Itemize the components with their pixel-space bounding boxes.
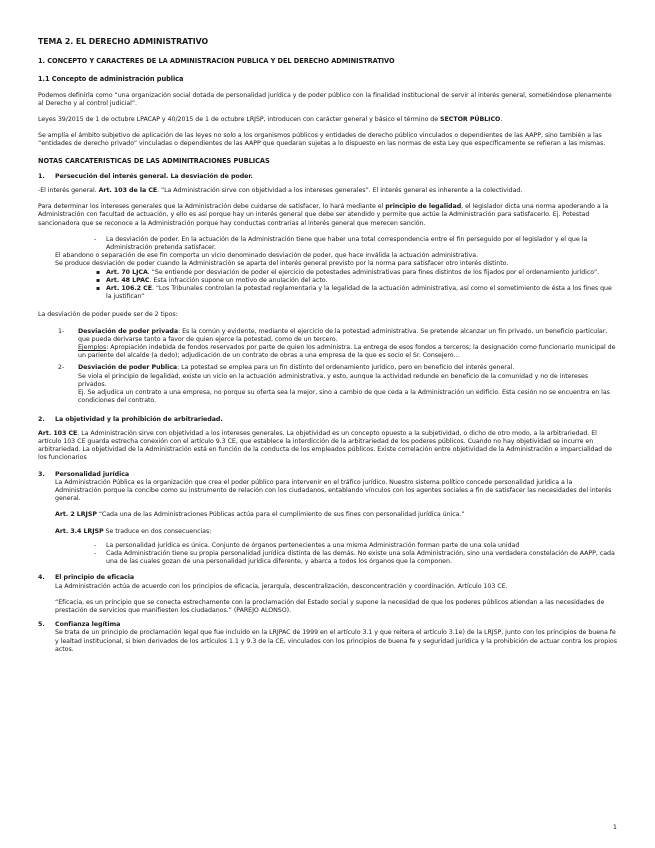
bold-text: Desviación de poder Publica xyxy=(78,364,178,372)
doc-title: TEMA 2. EL DERECHO ADMINISTRATIVO xyxy=(38,37,209,46)
bold-text: Art. 2 LRJSP xyxy=(55,511,97,519)
dash-text: La personalidad jurídica es única. Conjunto de órganos pertenecientes a una misma Administración forman parte de una sola unidad xyxy=(106,541,520,549)
tipos-intro: La desviación de poder puede ser de 2 tipos: xyxy=(38,311,178,319)
subsection-heading-1-1: 1.1 Concepto de administración publica xyxy=(38,75,184,84)
section-1-heading: Persecución del interés general. La desviación de poder. xyxy=(55,172,253,180)
section-number: 4. xyxy=(38,574,45,582)
bold-text: Art. 106.2 CE xyxy=(106,285,152,293)
text: . Esta infracción supone un motivo de anulación del acto. xyxy=(149,276,328,284)
tipo-example: Ej. Se adjudica un contrato a una empresa, no porque su oferta sea la mejor, sino a cambio de que ceda a la Administración un edificio. Esta cesión no se encuentra en las condiciones del contrato. xyxy=(78,389,610,405)
section-3-text: La Administración Pública es la organización que crea el poder público para intervenir en el tráfico jurídico. Nuestro sistema político concede personalidad jurídica a la Administración porque la concibe como su instrumento de relación con los ciudadanos, entablando vínculos con los agentes sociales a fin de satisfacer las necesidades del interés general. xyxy=(55,478,612,503)
bold-text: Art. 3.4 LRJSP xyxy=(55,527,104,535)
bullet-item xyxy=(38,277,618,285)
section-number: 5. xyxy=(38,621,45,629)
text: -El interés general. xyxy=(38,187,99,195)
section-heading-1: 1. CONCEPTO Y CARACTERES DE LA ADMINISTRACION PUBLICA Y DEL DERECHO ADMINISTRATIVO xyxy=(38,57,395,66)
notas-heading: NOTAS CARCATERISTICAS DE LAS ADMINITRACIONES PUBLICAS xyxy=(38,156,270,165)
section-4-heading: El principio de eficacia xyxy=(55,574,135,582)
section-3-art2 xyxy=(55,511,618,519)
bullet-text xyxy=(106,277,618,285)
section-number: 1. xyxy=(38,172,45,180)
paragraph-ambito: Se amplía el ámbito subjetivo de aplicación de las leyes no solo a los organismos públicos y entidades de derecho público vinculados o dependientes de las AAPP, sino también a las “entidades de derecho privado” vinculadas o dependientes de las AAPP que quedaran sujetas a lo dispuesto en las normas de esta Ley que específicamente se refieran a las mismas. xyxy=(38,132,606,148)
section-4-quote: “Eficacia, es un principio que se conecta estrechamente con la proclamación del Estado social y supone la necesidad de que los poderes públicos atiendan a las necesidades de prestación de servicios que manifiesten los ciudadanos.” (PAREJO ALONSO). xyxy=(55,598,605,614)
text: Leyes 39/2015 de 1 de octubre LPACAP y 40/2015 de 1 de octubre LRJSP, introducen con carácter general y básico el término de xyxy=(38,116,441,124)
paragraph-legalidad xyxy=(38,203,618,228)
bullet-text xyxy=(106,269,618,277)
text: . “Los Tribunales controlan la potestad reglamentaria y la legalidad de la actuación administrativa, así como el sometimiento de ésta a los fines que la justifican” xyxy=(106,285,612,301)
section-4 xyxy=(38,574,618,615)
section-2 xyxy=(38,416,618,424)
section-4-text: La Administración actúa de acuerdo con los principios de eficacia, jerarquía, descentralización, desconcentración y coordinación. Artículo 103 CE. xyxy=(55,582,508,590)
bold-text: Art. 103 CE xyxy=(38,429,78,437)
text: : La potestad se emplea para un fin distinto del ordenamiento jurídico, pero en beneficio del interés general. xyxy=(177,364,515,372)
page-number: 1 xyxy=(612,823,617,831)
tipo-marker: 2- xyxy=(58,364,65,372)
document-page xyxy=(38,38,618,660)
bold-text: Art. 48 LPAC xyxy=(106,276,150,284)
bold-text: Art. 70 LJCA xyxy=(106,268,148,276)
paragraph-interes-general xyxy=(38,187,618,195)
section-3-heading: Personalidad jurídica xyxy=(55,470,130,478)
text: , el legislador dicta una norma apoderando a la Administración con facultad de actuación, y ello es así porque hay un interés general que debe ser atendido y permite que actúe la Administración para satisfacerlo. Ej. Potestad sancionadora que se reconoce a la Administración porque hay conductas contrarias al interés general que merecen sanción. xyxy=(38,203,609,227)
dash-item xyxy=(38,542,618,550)
bullet-marker: ▪ xyxy=(96,276,101,284)
text: . “Se entiende por desviación de poder el ejercicio de potestades administrativas para fines distintos de los fijados por el ordenamiento jurídico”. xyxy=(147,268,600,276)
section-5-heading: Confianza legítima xyxy=(55,621,121,629)
text: . “La Administración sirve con objetividad a los intereses generales”. El interés general es inherente a la colectividad. xyxy=(157,187,523,195)
bold-text: principio de legalidad xyxy=(385,203,462,211)
tipo-text: Se viola el principio de legalidad, existe un vicio en la actuación administrativa, y esto, aunque la actividad redunde en beneficio de la comunidad y no de intereses privados. xyxy=(78,372,589,388)
dash-item-desviacion xyxy=(38,236,618,252)
bold-text: SECTOR PÚBLICO xyxy=(440,116,501,124)
text: . La Administración sirve con objetividad a los intereses generales. La objetividad es un concepto opuesto a la subjetividad, o dicho de otro modo, a la arbitrariedad. El artículo 103 CE guarda estrecha conexión con el artículo 9.3 CE, que establece la interdicción de la arbitrariedad de los poderes públicos. Cuando no hay objetividad se incurre en arbitrariedad. La objetividad de la Administración está en función de la conducta de los empleados públicos. Existe correlación entre objetividad de la Administración e imparcialidad de los funcionarios xyxy=(38,429,612,462)
tipo-marker: 1- xyxy=(58,327,65,335)
paragraph-definition: Podemos definirla como “una organización social dotada de personalidad jurídica y de poder público con la finalidad institucional de servir al interés general, sometiéndose plenamente al Derecho y al control judicial”. xyxy=(38,91,612,107)
paragraph-objetividad xyxy=(38,430,618,463)
section-3 xyxy=(38,471,618,536)
bullet-item xyxy=(38,269,618,277)
dash-marker: - xyxy=(94,541,97,549)
bullet-text xyxy=(106,285,618,301)
text: : Apropiación indebida de fondos reservados por parte de quien los administra. La entrega de esos fondos a terceros; la designación como funcionario municipal de un pariente del alcalde (a dedo); adjudicación de un contrato de obras a una empresa de la que es socio el Sr. Consejero… xyxy=(78,344,616,360)
dash-marker: - xyxy=(94,235,97,243)
paragraph-leyes xyxy=(38,116,618,124)
bullet-marker: ▪ xyxy=(96,268,101,276)
dash-marker: - xyxy=(94,549,97,557)
text: : Es la común y evidente, mediante el ejercicio de la potestad administrativa. Se pretende alcanzar un fin privado, un beneficio particular, que pueda derivarse tanto a favor de quien ejerce la potestad, como de un tercero. xyxy=(78,327,608,343)
bold-text: Art. 103 de la CE xyxy=(98,187,158,195)
bullet-item xyxy=(38,285,618,301)
tipo-text xyxy=(78,328,618,344)
section-2-heading: La objetividad y la prohibición de arbitrariedad. xyxy=(55,415,223,423)
section-1 xyxy=(38,173,618,181)
tipo-1 xyxy=(38,328,618,361)
section-5-text: Se trata de un principio de proclamación legal que fue incluido en la LRJPAC de 1999 en el artículo 3.1 y que reitera el artículo 3.1e) de la LRJSP, junto con los principios de buena fe y lealtad institucional, si bien derivados de los artículos 1.1 y 9.3 de la CE, vinculados con los principios de buena fe y seguridad jurídica y la prohibición de actuar contra los propios actos. xyxy=(55,629,617,653)
text: Se traduce en dos consecuencias: xyxy=(103,527,212,535)
section-3-art34 xyxy=(55,528,618,536)
tipo-2 xyxy=(38,364,618,405)
line-abandono: El abandono o separación de ese fin comporta un vicio denominado desviación de poder, que hace inválida la actuación administrativa. xyxy=(55,252,479,260)
text: Para determinar los intereses generales que la Administración debe cuidarse de satisfacer, lo hará mediante el xyxy=(38,203,386,211)
section-number: 2. xyxy=(38,415,45,423)
section-number: 3. xyxy=(38,470,45,478)
underlined-text: Ejemplos xyxy=(78,344,107,352)
text: . xyxy=(500,116,503,124)
bold-text: Desviación de poder privada xyxy=(78,327,179,335)
bullet-marker: ▪ xyxy=(96,285,101,293)
line-se-produce: Se produce desviación de poder cuando la Administración se aparta del interés general previsto por la norma para satisfacer otro interés distinto. xyxy=(55,260,509,268)
dash-text: La desviación de poder. En la actuación de la Administración tiene que haber una total correspondencia entre el fin perseguido por el legislador y el que la Administración pretenda satisfacer. xyxy=(106,235,588,252)
dash-item xyxy=(38,550,618,566)
text: “Cada una de las Administraciones Públicas actúa para el cumplimiento de sus fines con personalidad jurídica única.” xyxy=(96,511,465,519)
tipo-text xyxy=(78,364,618,372)
dash-text: Cada Administración tiene su propia personalidad jurídica distinta de las demás. No existe una sola Administración, sino una verdadera constelación de AAPP, cada una de las cuales gozan de una personalidad jurídica diferente, y abarca a todos los órganos que la componen. xyxy=(106,549,615,566)
tipo-example xyxy=(78,344,618,360)
section-5 xyxy=(38,621,618,654)
